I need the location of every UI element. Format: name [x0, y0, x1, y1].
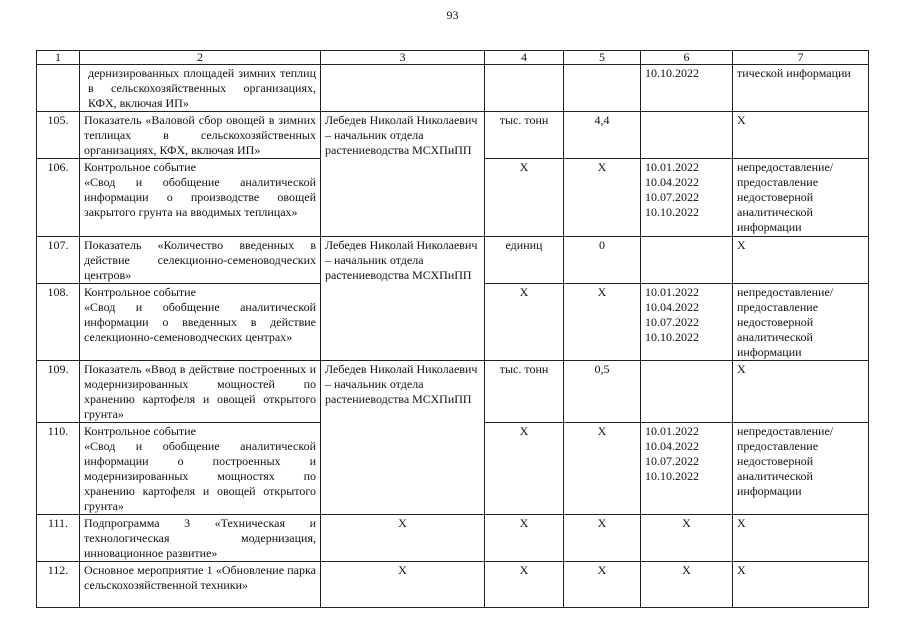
row-number: 105. [37, 112, 80, 159]
control-dates: 10.01.2022 10.04.2022 10.07.2022 10.10.2022 [641, 284, 733, 361]
responsible: Лебедев Николай Николаевич – начальник отдела растениеводства МСХПиПП [321, 361, 485, 423]
unit: тыс. тонн [485, 112, 564, 159]
table-row [37, 112, 869, 159]
row-number: 109. [37, 361, 80, 423]
value: Х [564, 562, 641, 608]
table-row [37, 237, 869, 284]
responsible: Х [321, 562, 485, 608]
value: 0,5 [564, 361, 641, 423]
responsible [321, 284, 485, 361]
risk-info: непредоставление/ предоставление недостоверной аналитической информации [733, 423, 869, 515]
control-dates: Х [641, 562, 733, 608]
item-name: Показатель «Количество введенных в действие селекционно-семеноводческих центров» [80, 237, 321, 284]
value: Х [564, 423, 641, 515]
row-number: 107. [37, 237, 80, 284]
table-row [37, 361, 869, 423]
item-name: дернизированных площадей зимних теплиц в сельскохозяйственных организациях, КФХ, включая ИП» [80, 65, 321, 112]
item-name: Контрольное событие «Свод и обобщение аналитической информации о введенных в действие селекционно-семеноводческих центрах» [80, 284, 321, 361]
responsible: Х [321, 515, 485, 562]
responsible [321, 423, 485, 515]
item-name: Контрольное событие «Свод и обобщение аналитической информации о построенных и модернизированных мощностях по хранению картофеля и овощей открытого грунта» [80, 423, 321, 515]
control-dates [641, 237, 733, 284]
item-name: Подпрограмма 3 «Техническая и технологическая модернизация, инновационное развитие» [80, 515, 321, 562]
column-number-row [37, 51, 869, 65]
unit: Х [485, 159, 564, 237]
unit: Х [485, 284, 564, 361]
risk-info: непредоставление/ предоставление недостоверной аналитической информации [733, 284, 869, 361]
column-number: 7 [733, 51, 869, 65]
row-number: 108. [37, 284, 80, 361]
row-number: 111. [37, 515, 80, 562]
risk-info: Х [733, 112, 869, 159]
table-row [37, 159, 869, 237]
responsible: Лебедев Николай Николаевич – начальник отдела растениеводства МСХПиПП [321, 237, 485, 284]
item-name: Контрольное событие «Свод и обобщение аналитической информации о производстве овощей закрытого грунта на вводимых теплицах» [80, 159, 321, 237]
monitoring-table [36, 50, 869, 608]
risk-info: Х [733, 237, 869, 284]
risk-info: тической информации [733, 65, 869, 112]
value: Х [564, 284, 641, 361]
page-number: 93 [446, 8, 459, 22]
responsible [321, 65, 485, 112]
value [564, 65, 641, 112]
unit: Х [485, 562, 564, 608]
risk-info: Х [733, 361, 869, 423]
row-number: 112. [37, 562, 80, 608]
column-number: 1 [37, 51, 80, 65]
control-dates: 10.10.2022 [641, 65, 733, 112]
responsible: Лебедев Николай Николаевич – начальник отдела растениеводства МСХПиПП [321, 112, 485, 159]
unit: Х [485, 423, 564, 515]
row-number [37, 65, 80, 112]
table-row [37, 65, 869, 112]
responsible [321, 159, 485, 237]
column-number: 3 [321, 51, 485, 65]
column-number: 6 [641, 51, 733, 65]
risk-info: Х [733, 562, 869, 608]
risk-info: Х [733, 515, 869, 562]
unit: Х [485, 515, 564, 562]
column-number: 4 [485, 51, 564, 65]
row-number: 110. [37, 423, 80, 515]
item-name: Показатель «Ввод в действие построенных и модернизированных мощностей по хранению картофеля и овощей открытого грунта» [80, 361, 321, 423]
unit: единиц [485, 237, 564, 284]
unit: тыс. тонн [485, 361, 564, 423]
table-row [37, 284, 869, 361]
control-dates: Х [641, 515, 733, 562]
column-number: 5 [564, 51, 641, 65]
value: Х [564, 159, 641, 237]
risk-info: непредоставление/ предоставление недостоверной аналитической информации [733, 159, 869, 237]
value: Х [564, 515, 641, 562]
table-row [37, 423, 869, 515]
control-dates: 10.01.2022 10.04.2022 10.07.2022 10.10.2022 [641, 423, 733, 515]
unit [485, 65, 564, 112]
column-number: 2 [80, 51, 321, 65]
value: 4,4 [564, 112, 641, 159]
control-dates [641, 112, 733, 159]
value: 0 [564, 237, 641, 284]
row-number: 106. [37, 159, 80, 237]
table-row [37, 515, 869, 562]
control-dates: 10.01.2022 10.04.2022 10.07.2022 10.10.2022 [641, 159, 733, 237]
control-dates [641, 361, 733, 423]
table-row [37, 562, 869, 608]
item-name: Показатель «Валовой сбор овощей в зимних теплицах в сельскохозяйственных организациях, КФХ, включая ИП» [80, 112, 321, 159]
item-name: Основное мероприятие 1 «Обновление парка сельскохозяйственной техники» [80, 562, 321, 608]
